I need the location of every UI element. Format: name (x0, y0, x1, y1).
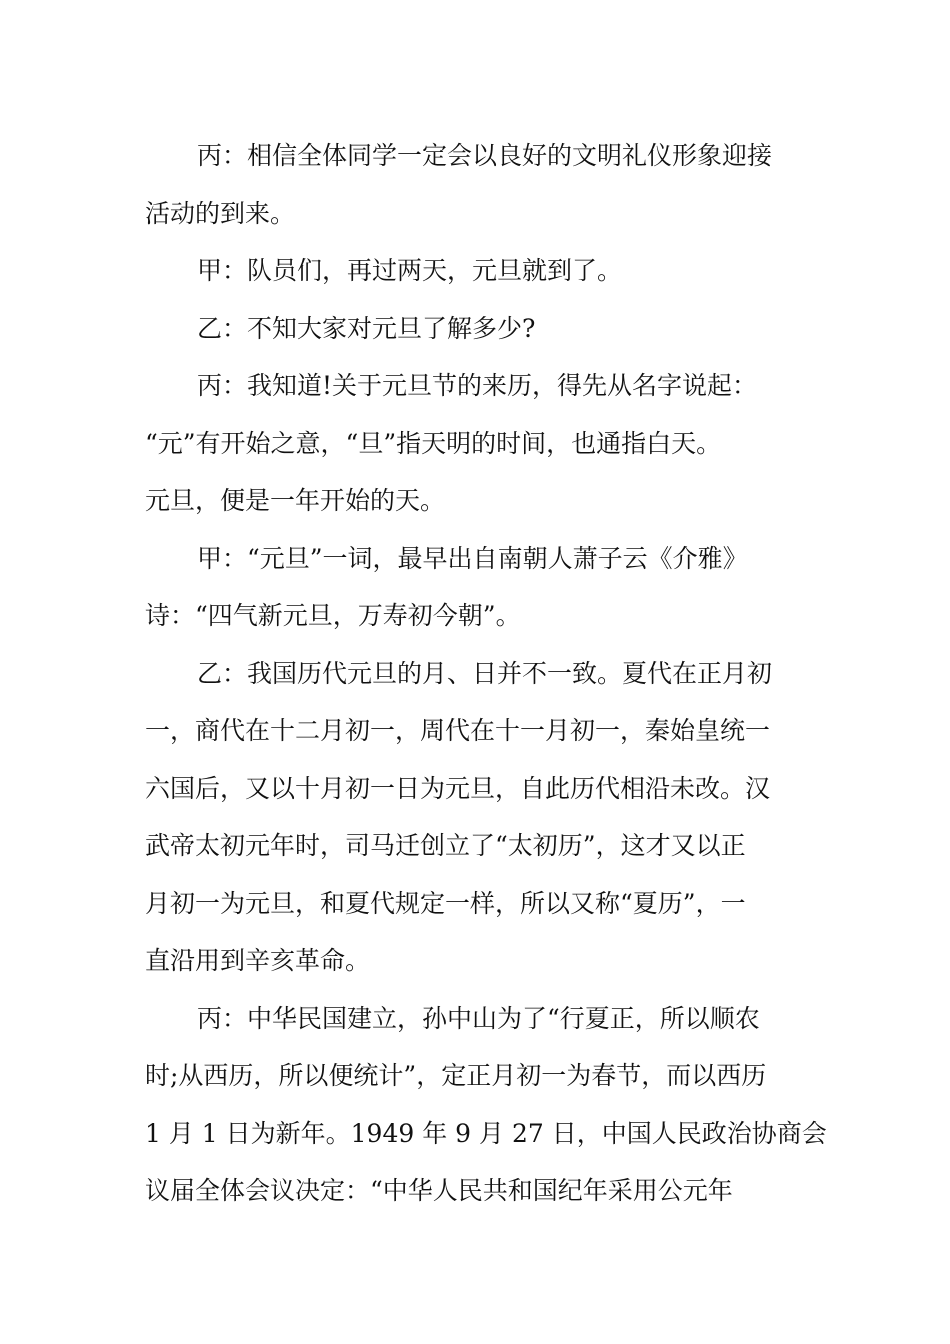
paragraph-line: 丙：中华民国建立，孙中山为了“行夏正，所以顺农 (197, 1003, 760, 1033)
document-body (145, 127, 827, 1220)
paragraph-line: 一，商代在十二月初一，周代在十一月初一，秦始皇统一 (145, 716, 771, 745)
paragraph-line: 诗：“四气新元旦，万寿初今朝”。 (145, 601, 521, 630)
paragraph-line: 甲：“元旦”一词，最早出自南朝人萧子云《介雅》 (197, 543, 748, 573)
paragraph-line: 六国后，又以十月初一日为元旦，自此历代相沿未改。汉 (145, 773, 771, 803)
paragraph-line: 元旦，便是一年开始的天。 (145, 486, 446, 515)
paragraph-line: 乙：不知大家对元旦了解多少? (197, 313, 536, 343)
paragraph-line: 议届全体会议决定：“中华人民共和国纪年采用公元年 (145, 1176, 733, 1205)
paragraph-line: 直沿用到辛亥革命。 (145, 946, 371, 975)
paragraph-line: 丙：我知道!关于元旦节的来历，得先从名字说起： (197, 371, 758, 400)
paragraph-line: 时;从西历，所以便统计”，定正月初一为春节，而以西历 (145, 1061, 767, 1090)
paragraph-line: 武帝太初元年时，司马迁创立了“太初历”，这才又以正 (145, 831, 746, 860)
paragraph-line: 乙：我国历代元旦的月、日并不一致。夏代在正月初 (197, 658, 773, 688)
paragraph-line: 1 月 1 日为新年。1949 年 9 月 27 日，中国人民政治协商会 (145, 1118, 827, 1148)
paragraph-line: 月初一为元旦，和夏代规定一样，所以又称“夏历”，一 (145, 888, 746, 918)
paragraph-line: 丙：相信全体同学一定会以良好的文明礼仪形象迎接 (197, 141, 773, 170)
paragraph-line: 活动的到来。 (145, 198, 296, 228)
paragraph-line: 甲：队员们，再过两天，元旦就到了。 (197, 256, 623, 285)
paragraph-line: “元”有开始之意，“旦”指天明的时间，也通指白天。 (145, 428, 722, 458)
